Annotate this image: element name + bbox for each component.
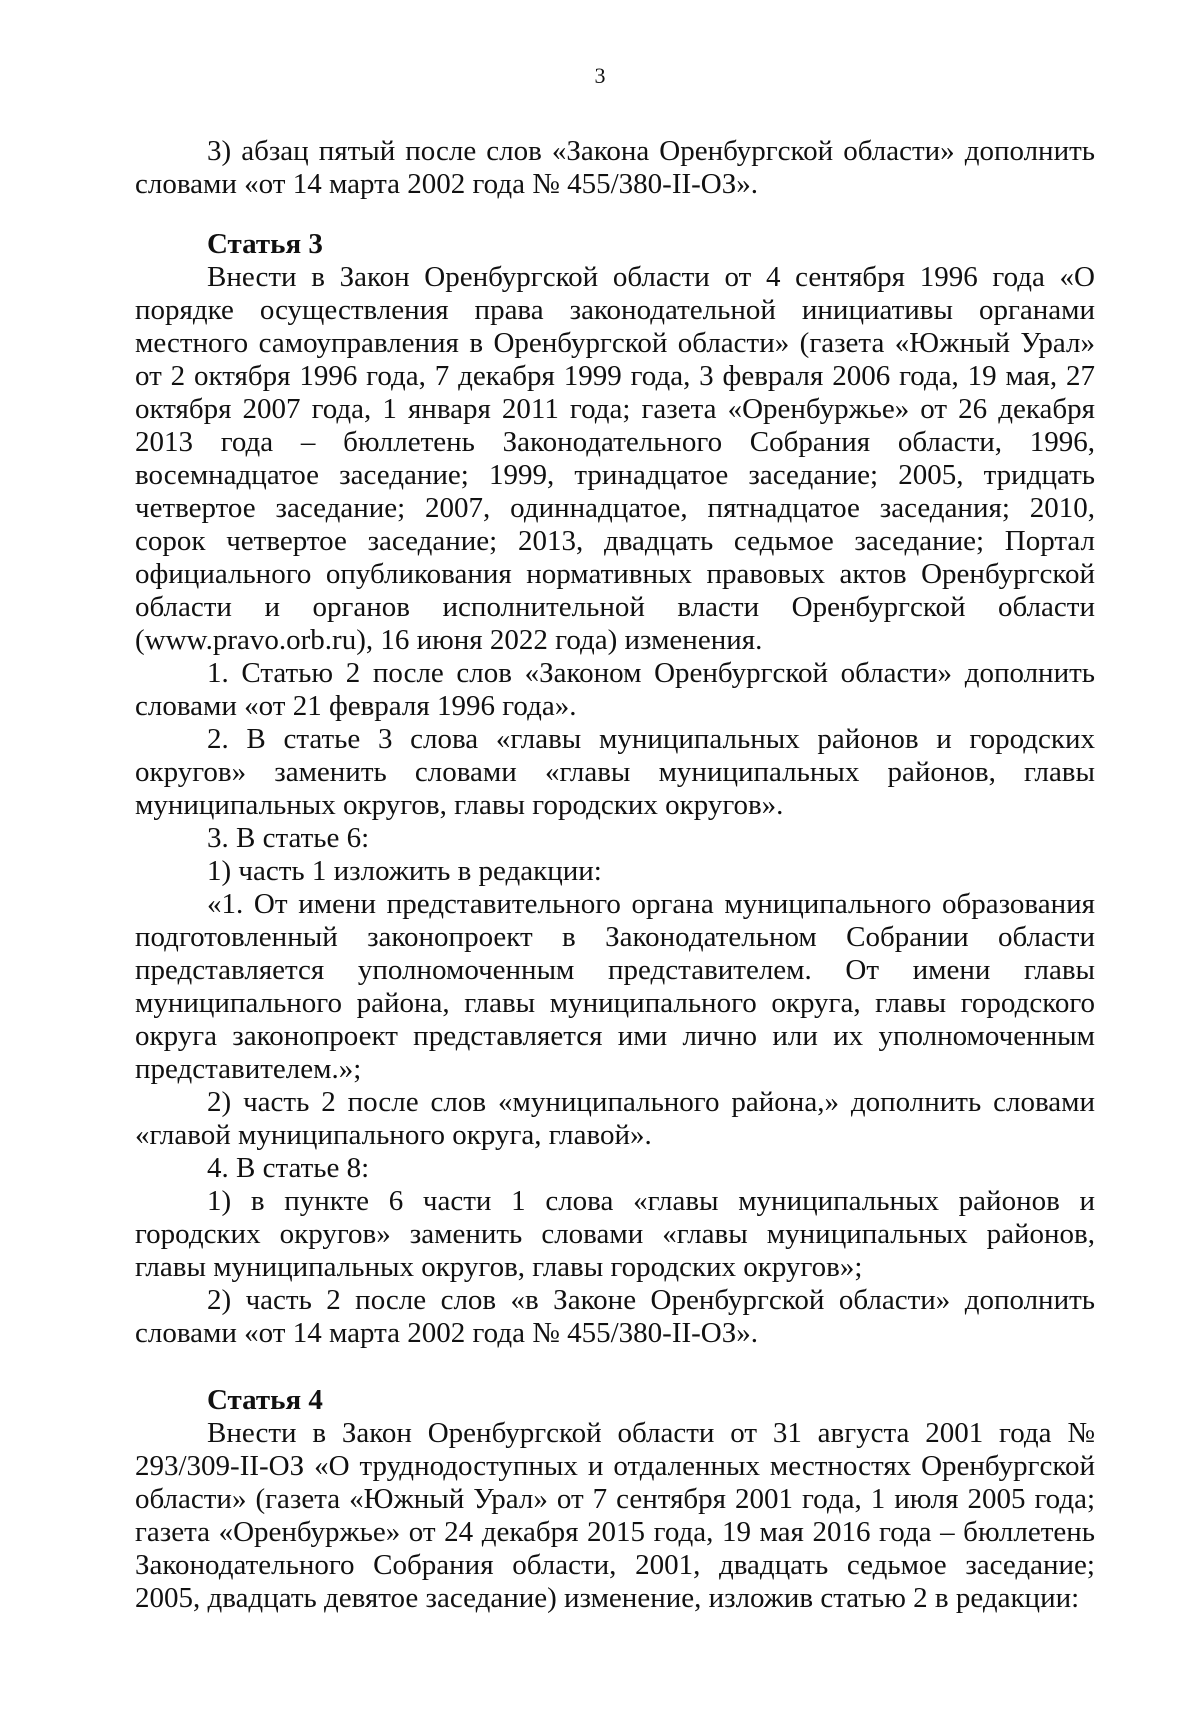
article-3-paragraph: 2) часть 2 после слов «в Законе Оренбургской области» дополнить словами «от 14 марта 2002 года № 455/380-II-ОЗ». bbox=[135, 1284, 1095, 1349]
article-4-paragraph: Внести в Закон Оренбургской области от 31 августа 2001 года № 293/309-II-ОЗ «О труднодоступных и отдаленных местностях Оренбургской области» (газета «Южный Урал» от 7 сентября 2001 года, 1 июля 2005 года; газета «Оренбуржье» от 24 декабря 2015 года, 19 мая 2016 года – бюллетень Законодательного Собрания области, 2001, двадцать седьмое заседание; 2005, двадцать девятое заседание) изменение, изложив статью 2 в редакции: bbox=[135, 1417, 1095, 1614]
article-4 bbox=[135, 1384, 1095, 1615]
article-3-paragraph: 1) в пункте 6 части 1 слова «главы муниципальных районов и городских округов» заменить словами «главы муниципальных районов, главы муниципальных округов, главы городских округов»; bbox=[135, 1185, 1095, 1283]
article-3-paragraph: 2. В статье 3 слова «главы муниципальных районов и городских округов» заменить словами «главы муниципальных районов, главы муниципальных округов, главы городских округов». bbox=[135, 723, 1095, 821]
article-3-paragraph: 2) часть 2 после слов «муниципального района,» дополнить словами «главой муниципального округа, главой». bbox=[135, 1086, 1095, 1151]
page-number: 3 bbox=[594, 63, 606, 88]
article-3-paragraph: Внести в Закон Оренбургской области от 4 сентября 1996 года «О порядке осуществления права законодательной инициативы органами местного самоуправления в Оренбургской области» (газета «Южный Урал» от 2 октября 1996 года, 7 декабря 1999 года, 3 февраля 2006 года, 19 мая, 27 октября 2007 года, 1 января 2011 года; газета «Оренбуржье» от 26 декабря 2013 года – бюллетень Законодательного Собрания области, 1996, восемнадцатое заседание; 1999, тринадцатое заседание; 2005, тридцать четвертое заседание; 2007, одиннадцатое, пятнадцатое заседания; 2010, сорок четвертое заседание; 2013, двадцать седьмое заседание; Портал официального опубликования нормативных правовых актов Оренбургской области и органов исполнительной власти Оренбургской области (www.pravo.orb.ru), 16 июня 2022 года) изменения. bbox=[135, 261, 1095, 656]
article-3-paragraph: 4. В статье 8: bbox=[207, 1152, 370, 1184]
intro-paragraph: 3) абзац пятый после слов «Закона Оренбургской области» дополнить словами «от 14 марта 2002 года № 455/380-II-ОЗ». bbox=[135, 135, 1095, 200]
article-3 bbox=[135, 228, 1095, 1350]
article-3-heading: Статья 3 bbox=[207, 228, 323, 260]
spacer bbox=[135, 201, 1095, 228]
article-3-paragraph: «1. От имени представительного органа муниципального образования подготовленный законопроект в Законодательном Собрании области представляется уполномоченным представителем. От имени главы муниципального района, главы муниципального округа, главы городского округа законопроект представляется ими лично или их уполномоченным представителем.»; bbox=[135, 888, 1095, 1085]
article-3-paragraph: 1. Статью 2 после слов «Законом Оренбургской области» дополнить словами «от 21 февраля 1996 года». bbox=[135, 657, 1095, 722]
document-body bbox=[135, 135, 1095, 1615]
article-3-paragraph: 1) часть 1 изложить в редакции: bbox=[207, 855, 602, 887]
article-3-paragraph: 3. В статье 6: bbox=[207, 822, 370, 854]
spacer bbox=[135, 1350, 1095, 1384]
article-4-heading: Статья 4 bbox=[207, 1384, 323, 1416]
